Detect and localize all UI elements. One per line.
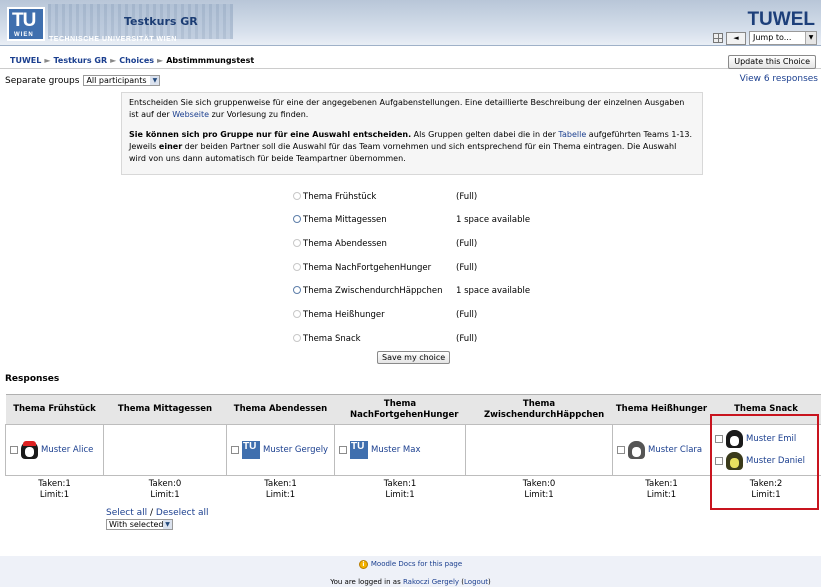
chevron-down-icon: ▼ <box>805 32 816 44</box>
user-checkbox[interactable] <box>617 446 625 454</box>
tabelle-link[interactable]: Tabelle <box>558 130 587 139</box>
column-header: Thema Heißhunger <box>613 395 711 425</box>
response-cell <box>104 425 227 476</box>
user-checkbox[interactable] <box>10 446 18 454</box>
groups-select-value: All participants <box>86 76 147 85</box>
user-link[interactable]: Muster Daniel <box>746 456 806 466</box>
radio-button <box>293 192 301 200</box>
option-abendessen: Thema Abendessen <box>293 239 387 251</box>
option-status: (Full) <box>456 334 478 344</box>
radio-button[interactable] <box>293 215 301 223</box>
select-all-link[interactable]: Select all <box>106 508 148 518</box>
column-header: Thema NachFortgehenHunger <box>335 395 466 425</box>
moodle-docs <box>359 559 462 569</box>
tu-wien-logo-icon[interactable] <box>350 441 368 459</box>
with-selected-wrap <box>106 519 173 530</box>
breadcrumb-choices[interactable]: Choices <box>119 56 155 65</box>
user-checkbox[interactable] <box>339 446 347 454</box>
breadcrumb-current: Abstimmmungstest <box>166 56 255 65</box>
response-user <box>339 439 461 461</box>
webseite-link[interactable]: Webseite <box>172 110 210 119</box>
choice-intro <box>121 92 703 175</box>
option-mittagessen[interactable]: Thema Mittagessen <box>293 215 387 227</box>
response-user <box>10 439 99 461</box>
university-name: TECHNISCHE UNIVERSITÄT WIEN <box>49 36 177 43</box>
user-link[interactable]: Muster Clara <box>648 445 703 455</box>
jump-to-label: Jump to... <box>753 33 792 42</box>
breadcrumb-course[interactable]: Testkurs GR <box>53 56 108 65</box>
taken-limit: Taken:0 Limit:1 <box>522 479 556 500</box>
response-user <box>617 439 706 461</box>
page-footer <box>0 556 821 587</box>
header-controls <box>713 31 817 45</box>
jump-to-select[interactable] <box>749 31 817 45</box>
breadcrumb-separator: ► <box>44 56 51 65</box>
view-responses-link[interactable]: View 6 responses <box>739 74 818 84</box>
user-link[interactable]: Muster Max <box>371 445 421 455</box>
taken-limit: Taken:1 Limit:1 <box>645 479 678 500</box>
chevron-down-icon: ▼ <box>163 520 172 529</box>
response-cell <box>335 425 466 476</box>
radio-button[interactable] <box>293 286 301 294</box>
option-status: (Full) <box>456 310 478 320</box>
responses-header-row <box>6 395 821 425</box>
column-header: Thema ZwischendurchHäppchen <box>466 395 613 425</box>
option-status: (Full) <box>456 239 478 249</box>
response-cell <box>466 425 613 476</box>
logout-link[interactable]: Logout <box>464 578 488 586</box>
responses-stats-row <box>6 476 821 504</box>
option-snack: Thema Snack <box>293 334 361 346</box>
tu-wien-logo-icon[interactable] <box>242 441 260 459</box>
radio-button <box>293 310 301 318</box>
groups-select[interactable] <box>83 75 160 86</box>
help-icon: i <box>359 560 368 569</box>
user-link[interactable]: Muster Gergely <box>263 445 329 455</box>
tux-red-hat-icon[interactable] <box>21 441 38 459</box>
radio-button <box>293 263 301 271</box>
responses-heading: Responses <box>5 374 60 384</box>
with-selected-value: With selected <box>109 520 164 529</box>
radio-button <box>293 334 301 342</box>
response-user <box>231 439 330 461</box>
column-header: Thema Snack <box>711 395 821 425</box>
login-info: You are logged in as Rakoczi Gergely (Logout) <box>330 578 491 586</box>
highlight-box <box>710 414 819 510</box>
user-checkbox[interactable] <box>231 446 239 454</box>
save-choice-button[interactable]: Save my choice <box>377 351 450 364</box>
user-profile-link[interactable]: Rakoczi Gergely <box>402 578 460 586</box>
deselect-all-link[interactable]: Deselect all <box>155 508 209 518</box>
response-cell <box>613 425 711 476</box>
prev-activity-button[interactable]: ◄ <box>726 32 746 45</box>
separate-groups-label: Separate groups <box>5 75 80 86</box>
taken-limit: Taken:1 Limit:1 <box>38 479 71 500</box>
navbar <box>0 53 821 69</box>
breadcrumb-separator: ► <box>110 56 117 65</box>
option-status: (Full) <box>456 192 478 202</box>
taken-limit: Taken:1 Limit:1 <box>264 479 297 500</box>
taken-limit: Taken:1 Limit:1 <box>383 479 417 500</box>
option-zwischendurchhaeppchen[interactable]: Thema ZwischendurchHäppchen <box>293 286 442 298</box>
with-selected-select[interactable] <box>106 519 173 530</box>
taken-limit: Taken:0 Limit:1 <box>148 479 182 500</box>
responses-users-row <box>6 425 821 476</box>
option-fruehstueck: Thema Frühstück <box>293 192 376 204</box>
separate-groups <box>5 75 160 86</box>
option-status: 1 space available <box>456 215 531 225</box>
radio-button <box>293 239 301 247</box>
tuwel-brand: TUWEL <box>747 9 815 30</box>
tux-gray-icon[interactable] <box>628 441 645 459</box>
column-header: Thema Mittagessen <box>104 395 227 425</box>
intro-paragraph-1: Entscheiden Sie sich gruppenweise für eine der angegebenen Aufgabenstellungen. Eine detaillierte Beschreibung der einzelnen Ausgaben ist auf der Webseite zur Vorlesung zu finden. <box>129 98 685 119</box>
course-title: Testkurs GR <box>124 15 198 28</box>
taken-limit: Taken:2 Limit:1 <box>749 479 783 500</box>
expand-icon[interactable] <box>713 33 723 43</box>
option-status: (Full) <box>456 263 478 273</box>
breadcrumb-separator: ► <box>157 56 164 65</box>
page-header <box>0 0 821 46</box>
option-status: 1 space available <box>456 286 531 296</box>
select-links: Select all / Deselect all <box>106 508 209 518</box>
user-link[interactable]: Muster Emil <box>746 434 797 444</box>
chevron-down-icon: ▼ <box>150 76 159 85</box>
intro-paragraph-2: Sie können sich pro Gruppe nur für eine Auswahl entscheiden. Als Gruppen gelten dabei die in der Tabelle aufgeführten Teams 1-13. Jeweils einer der beiden Partner soll die Auswahl für das Team vornehmen und sich entsprechend für ein Thema eintragen. Die Auswahl wird von uns dann automatisch für beide Teampartner übernommen. <box>129 130 693 163</box>
column-header: Thema Frühstück <box>6 395 104 425</box>
user-link[interactable]: Muster Alice <box>41 445 94 455</box>
response-cell <box>227 425 335 476</box>
option-heisshunger: Thema Heißhunger <box>293 310 385 322</box>
response-cell <box>6 425 104 476</box>
breadcrumb <box>10 56 254 65</box>
tu-wien-logo[interactable]: TU WIEN <box>7 7 45 41</box>
option-nachfortgehenhunger: Thema NachFortgehenHunger <box>293 263 431 275</box>
moodle-docs-link[interactable]: Moodle Docs for this page <box>370 560 463 568</box>
breadcrumb-tuwel[interactable]: TUWEL <box>10 56 42 65</box>
update-choice-button[interactable]: Update this Choice <box>728 55 816 69</box>
responses-table <box>5 394 821 504</box>
column-header: Thema Abendessen <box>227 395 335 425</box>
